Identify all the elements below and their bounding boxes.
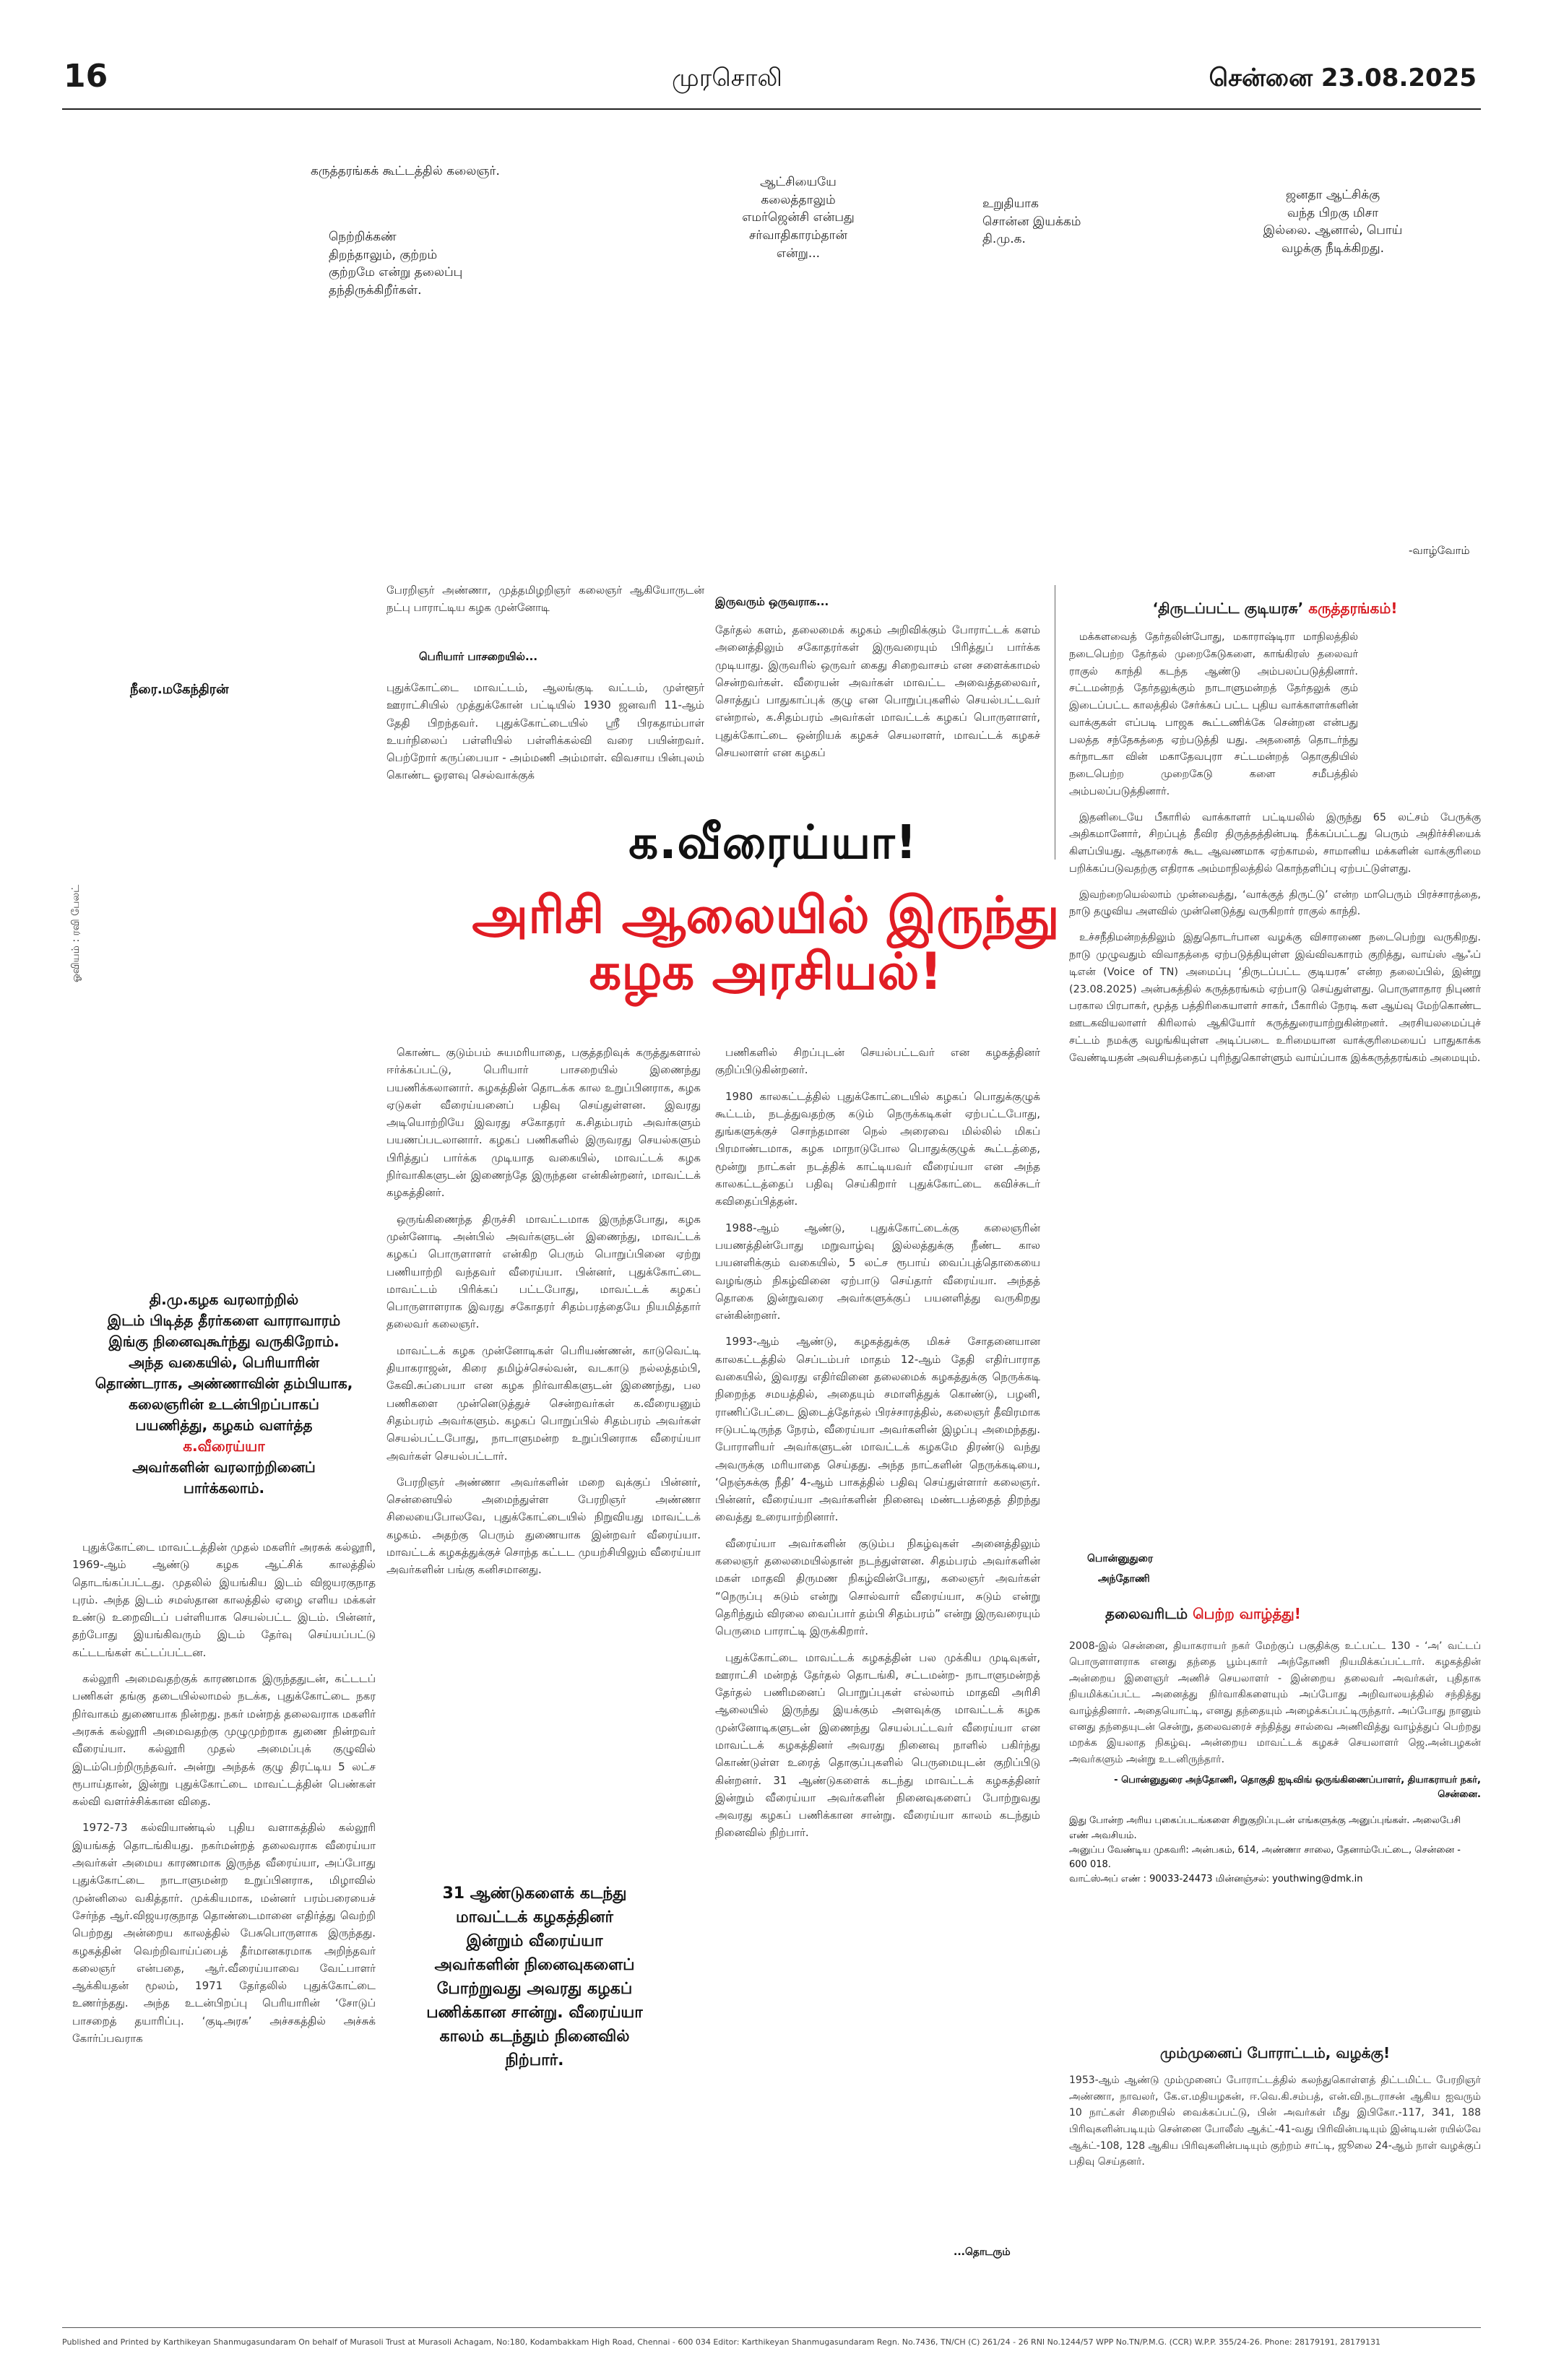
greeting-title-red: பெற்ற வாழ்த்து!: [1193, 1605, 1301, 1622]
greeting-title: [1105, 1605, 1301, 1624]
history-title: மும்முனைப் போராட்டம், வழக்கு!: [1159, 2044, 1391, 2061]
photo-caption-4: உறுதியாக சொன்ன இயக்கம் தி.மு.க.: [982, 196, 1081, 247]
intro-line: இங்கு நினைவுகூர்ந்து வருகிறோம்.: [108, 1333, 340, 1350]
subheadline-block: [462, 887, 1069, 1000]
header-rule: [62, 108, 1481, 110]
imprint-line: Published and Printed by Karthikeyan Shanmugasundaram On behalf of Murasoli Trust at Murasoli Achagam, No:180, Kodambakkam High Road, Chennai - 600 034 Editor: Karthikeyan Shanmugasundaram Regn. No.7436, TN/CH (C) 261/24 - 26 RNI No.1244/57 WPP No.TN/P.M.G. (CCR) W.P.P. 355/24-26. Phone: 28179191, 28179131: [62, 2337, 1381, 2347]
pull-quote: 31 ஆண்டுகளைக் கடந்து மாவட்டக் கழகத்தினர் இன்றும் வீரைய்யா அவர்களின் நினைவுகளைப் போற்றுவது அவரது கழகப் பணிக்கான சான்று. வீரைய்யா காலம் கடந்தும் நினைவில் நிற்பார்.: [426, 1884, 643, 2069]
col1-para-4: 1972-73 கல்வியாண்டில் புதிய வளாகத்தில் கல்லூரி இயங்கத் தொடங்கியது. நகர்மன்றத் தலைவராக வீரைய்யா அவர்கள் அமைய காரணமாக இருந்த வீரைய்யா, அப்போது புதுக்கோட்டை நாடாளுமன்ற உறுப்பினராக, மிழாவில் முன்னிலை வகித்தார். முக்கியமாக, மன்னர் பரம்பரையைச் சேர்ந்த ஆர்.விஜயரகுநாத தொண்டைமானை எதிர்த்து வெற்றி பெற்றது அன்றைய காலத்தில் பேசுபொருளாக இருந்தது. கழகத்தின் வெற்றிவாய்ப்பைத் தீர்மானகரமாக அறிந்தவர் கலைஞர் என்பதை, ஆர்.வீரைய்யாவை வேட்பாளர் ஆக்கியதன் மூலம், 1971 தேர்தலில் புதுக்கோட்டை உணர்ந்தது. அந்த உடன்பிறப்பு பெரியாரின் ‘சோடுப் பாசறைத் தயாரிப்பு. ‘குடிஅரசு’ அச்சகத்தில் அச்சுக் கோர்ப்பவராக: [72, 1821, 376, 2046]
seminar-title-red: கருத்தரங்கம்!: [1308, 600, 1398, 617]
masthead-title: முரசொலி: [672, 64, 782, 92]
greeting-name-2: அந்தோணி: [1098, 1573, 1150, 1585]
seminar-body: [1069, 629, 1481, 1067]
col2-para-1: தேர்தல் களம், தலைமைக் கழகம் அறிவிக்கும் போராட்டக் களம் அனைத்திலும் சகோதரர்கள் இருவரையும் பிரித்துப் பார்க்க முடியாது. இருவரில் ஒருவர் கைது சிறைவாசம் என சளைக்காமல் சென்றவர்கள். வீரையன் அவர்கள் மாவட்ட அவைத்தலைவர், சொத்துப் பாதுகாப்புக் குழு என பொறுப்புகளில் செயல்பட்டவர் என்றால், க.சிதம்பரம் அவர்கள் மாவட்டக் கழகப் பொருளாளர், புதுக்கோட்டை ஒன்றியக் கழகச் செயலாளர், மாவட்டக் கழகச் செயலாளர் என கழகப்: [715, 623, 1040, 760]
signoff-vazhvom: -வாழ்வோம்: [1409, 544, 1470, 557]
col3-para-4: 1993-ஆம் ஆண்டு, கழகத்துக்கு மிகச் சோதனையான காலகட்டத்தில் செப்டம்பர் மாதம் 12-ஆம் தேதி எதிர்பாராத வகையில், இவரது எதிர்வினை தலைமைக் கழகத்துக்கு நெருக்கடி நிறைந்த சமயத்தில், அதையும் சமாளித்துக் கொண்டு, பழனி, ராணிப்பேட்டை இடைத்தேர்தல் பிரச்சாரத்தில், கலைஞர் தீவிரமாக ஈடுபட்டிருந்த நேரம், வீரைய்யா அவர்களின் இழப்பு அமைந்தது. போராளியர் அவர்களுடன் மாவட்டக் கழகமே திரண்டு வந்து அவருக்கு மரியாதை செய்தது. அந்த நாட்களின் நெருக்கடியை, ‘நெஞ்சுக்கு நீதி’ 4-ஆம் பாகத்தில் பதிவு செய்துள்ளார் கலைஞர். பின்னர், வீரைய்யா அவர்களின் நினைவு மண்டபத்தைத் திறந்து வைத்து உரையாற்றினார்.: [715, 1335, 1040, 1524]
greeting-box: [1069, 1638, 1481, 1887]
seminar-para-1: மக்களவைத் தேர்தலின்போது, மகாராஷ்டிரா மாநிலத்தில் நடைபெற்ற தேர்தல் முறைகேடுகளை, காங்கிரஸ் தலைவர் ராகுல் காந்தி கடந்த ஆண்டு அம்பலப்படுத்தினார். சட்டமன்றத் தேர்தலுக்கும் நாடாளுமன்றத் தேர்தலுக் கும் இடைப்பட்ட காலத்தில் சேர்க்கப் பட்ட புதிய வாக்காளர்களின் வாக்குகள் எப்படி பாஜக கூட்டணிக்கே சென்றன என்பது பலத்த சந்தேகத்தை ஏற்படுத்தி யது. அதனைத் தொடர்ந்து கர்நாடகா வின் மகாதேவபுரா சட்டமன்றத் தொகுதியில் நடைபெற்ற முறைகேடு களை சமீபத்தில் அம்பலப்படுத்தினார்.: [1069, 631, 1358, 797]
continued-marker: ...தொடரும்: [954, 2246, 1011, 2258]
submission-note-2: அனுப்ப வேண்டிய முகவரி: அன்பகம், 614, அண்ணா சாலை, தேனாம்பேட்டை, சென்னை - 600 018.: [1069, 1844, 1461, 1870]
page-number: 16: [64, 58, 108, 95]
intro-line: இடம் பிடித்த தீரர்களை வாராவாரம்: [107, 1312, 341, 1329]
col2-para-4: மாவட்டக் கழக முன்னோடிகள் பெரியண்ணன், காடுவெட்டி தியாகராஜன், கிரை தமிழ்ச்செல்வன், வடகாடு நல்லத்தம்பி, கேவி.சுப்பையா என கழக நிர்வாகிகளுடன் இணைந்து, பல பணிகளை முன்னெடுத்துச் சென்றவர்கள் க.வீரையனும் சிதம்பரம் அவர்களும். கழகப் பொறுப்பில் சிதம்பரம் அவர்கள் செயல்பட்டபோது, நாடாளுமன்ற உறுப்பினராக வீரைய்யா அவர்கள் செயல்பட்டார்.: [386, 1343, 701, 1463]
intro-line: அந்த வகையில், பெரியாரின்: [129, 1354, 319, 1371]
col3-para-2: 1980 காலகட்டத்தில் புதுக்கோட்டையில் கழகப் பொதுக்குழுக் கூட்டம், நடத்துவதற்கு கடும் நெருக்கடிகள் ஏற்பட்டபோது, துங்களுக்குச் சொந்தமான நெல் அரைவை மில்லில் மிகப் பிரமாண்டமாக, கழக மாநாடுபோல பொதுக்குழுக் கூட்டத்தை, மூன்று நாட்கள் நடத்திக் காட்டியவர் வீரைய்யா என அந்த காலகட்டத்தைப் பதிவு செய்கிறார் புதுக்கோட்டை கவிச்சுடர் கவிதைப்பித்தன்.: [715, 1089, 1040, 1208]
submission-note-1: இது போன்ற அரிய புகைப்படங்களை சிறுகுறிப்புடன் எங்களுக்கு அனுப்புங்கள். அலைபேசி எண் அவசியம்.: [1069, 1815, 1461, 1841]
intro-name: க.வீரைய்யா: [183, 1437, 265, 1455]
col1-para-3: கல்லூரி அமைவதற்குக் காரணமாக இருந்ததுடன், கட்டடப் பணிகள் தங்கு தடையில்லாமல் நடக்க, புதுக்கோட்டை நகர நிர்வாகம் துணையாக நின்றது. நகர் மன்றத் தலைவராக மகளிர் அரசுக் கல்லூரி அமைவதற்கு முழுமுற்றாக துணை நின்றவர் வீரைய்யா. கல்லூரி முதல் அமைப்புக் குழுவில் இடம்பெற்றிருந்தவர். அன்று அந்தக் குழு திரட்டிய 5 லட்ச ரூபாய்தான், இன்று புதுக்கோட்டை மாவட்டத்தின் பெண்கள் கல்வி வளர்ச்சிக்கான விதை.: [72, 1672, 376, 1809]
submission-note-3: வாட்ஸ்அப் எண் : 90033-24473 மின்னஞ்சல்: youthwing@dmk.in: [1069, 1873, 1363, 1884]
intro-line: தொண்டராக, அண்ணாவின் தம்பியாக,: [95, 1375, 353, 1392]
col1-top-text: பேரறிஞர் அண்ணா, முத்தமிழறிஞர் கலைஞர் ஆகியோருடன் நட்பு பாராட்டிய கழக முன்னோடி: [386, 584, 704, 615]
col2-para-5: பேரறிஞர் அண்ணா அவர்களின் மறை வுக்குப் பின்னர், சென்னையில் அமைந்துள்ள பேரறிஞர் அண்ணா சிலையைபோலவே, புதுக்கோட்டையில் நிறுவியது மாவட்டக் கழகம். அதற்கு பெரும் துணையாக இன்றவர் வீரைய்யா. மாவட்டக் கழகத்துக்குச் சொந்த கட்டட முயற்சியிலும் வீரைய்யா அவர்களின் பங்கு கனிசமானது.: [386, 1475, 701, 1577]
intro-line: அவர்களின் வரலாற்றினைப்: [132, 1458, 316, 1476]
col3-para-5: வீரைய்யா அவர்களின் குடும்ப நிகழ்வுகள் அனைத்திலும் கலைஞர் தலைமையில்தான் நடந்துள்ளன. சிதம்பரம் அவர்களின் மகள் மாதவி திருமண நிகழ்வின்போது, கலைஞர் அவர்கள் “நெருப்பு சுடும் என்று சொல்வார் வீரைய்யா, சுடும் என்று தெரிந்தும் விரலை வைப்பார் தம்பி சிதம்பரம்” என்று இருவரையும் பெருமை பாராட்டி இருக்கிறார்.: [715, 1536, 1040, 1638]
dateline: சென்னை 23.08.2025: [1209, 64, 1477, 92]
subheadline-line-2: கழக அரசியல்!: [589, 942, 943, 1002]
col3-para-6: புதுக்கோட்டை மாவட்டக் கழகத்தின் பல முக்கிய முடிவுகள், ஊராட்சி மன்றத் தேர்தல் தொடங்கி, சட்டமன்ற- நாடாளுமன்றத் தேர்தல் பணிமனைப் பொறுப்புகள் எல்லாம் மாதவி அரிசி ஆலையில் இருந்து இயக்கும் அளவுக்கு மாவட்டக் கழக முன்னோடிகளுடன் இணைந்து செயல்பட்டவர் வீரைய்யா என மாவட்டக் கழகத்தினர் அவரது நினைவு நாளில் பகிர்ந்து கொண்டுள்ள உரைத் தொகுப்புகளில் பெருமையுடன் குறிப்பிடு கின்றனர். 31 ஆண்டுகளைக் கடந்து மாவட்டக் கழகத்தினர் இன்றும் வீரைய்யா அவர்களின் நினைவுகளைப் போற்றுவது அவரது கழகப் பணிக்கான சான்று. வீரைய்யா காலம் கடந்தும் நினைவில் நிற்பார்.: [715, 1650, 1040, 1840]
footer-rule: [62, 2327, 1481, 2328]
col1-para-1: புதுக்கோட்டை மாவட்டம், ஆலங்குடி வட்டம், முள்ளூர் ஊராட்சியில் முத்துக்கோன் பட்டியில் 1930 ஜனவரி 11-ஆம் தேதி பிறந்தவர். புதுக்கோட்டையில் ஸ்ரீ பிரகதாம்பாள் உயர்நிலைப் பள்ளியில் பள்ளிக்கல்வி வரை பயின்றவர். பெற்றோர் கருப்பையா - அம்மணி அம்மாள். விவசாய பின்புலம் கொண்ட ஓரளவு செல்வாக்குக்: [386, 681, 704, 782]
col2-lower: [386, 1044, 701, 1588]
history-box: [1069, 2044, 1481, 2171]
greeting-name-1: பொன்னுதுரை: [1087, 1553, 1154, 1565]
col1-lower: [72, 1539, 376, 2056]
subhead-iruvarum: இருவரும் ஒருவராக...: [715, 595, 829, 608]
intro-line: தி.மு.கழக வரலாற்றில்: [149, 1291, 299, 1308]
seminar-box: [1069, 600, 1481, 1076]
intro-blurb: [72, 1289, 376, 1499]
col3-para-1: பணிகளில் சிறப்புடன் செயல்பட்டவர் என கழகத்தினர் குறிப்பிடுகின்றனர்.: [715, 1046, 1040, 1077]
seminar-title: [1069, 600, 1481, 619]
subhead-periyar: பெரியார் பாசறையில்...: [419, 650, 538, 663]
intro-line: பயணித்து, கழகம் வளர்த்த: [135, 1416, 313, 1434]
col2-para-3: ஒருங்கிணைந்த திருச்சி மாவட்டமாக இருந்தபோது, கழக முன்னோடி அன்பில் அவர்களுடன் இணைந்து, மாவட்டக் கழகப் பொருளாளர் என்கிற பெரும் பொறுப்பினை ஏற்று பணியாற்றி வந்தவர் வீரைய்யா. பின்னர், புதுக்கோட்டை மாவட்டம் பிரிக்கப் பட்டபோது, மாவட்டக் கழகப் பொருளாளராக இவரது சகோதரர் சிதம்பரத்தையே நியமித்தார் தலைவர் கலைஞர்.: [386, 1212, 701, 1331]
col3-lower: [715, 1044, 1040, 1851]
illustrator-credit: ஓவியம் : ரவி பேலட்: [70, 884, 82, 982]
seminar-title-black: ‘திருடப்பட்ட குடியரசு’: [1152, 600, 1304, 617]
col3-para-3: 1988-ஆம் ஆண்டு, புதுக்கோட்டைக்கு கலைஞரின் பயணத்தின்போது மறுவாழ்வு இல்லத்துக்கு நீண்ட கால பயனளிக்கும் வகையில், 5 லட்ச ரூபாய் வைப்புத்தொகையை வழங்கும் நிகழ்வினை ஏற்பாடு செய்தார் வீரைய்யா. அந்தத் தொகை இன்றுவரை அவர்களுக்குப் பயனளித்து வருகிறது என்கின்றனர்.: [715, 1221, 1040, 1323]
greeting-signature: - பொன்னுதுரை அந்தோணி, தொகுதி ஐடிவிங் ஒருங்கிணைப்பாளர், தியாகராயர் நகர், சென்னை.: [1114, 1775, 1481, 1801]
photo-caption-2: நெற்றிக்கண் திறந்தாலும், குற்றம் குற்றமே என்று தலைப்பு தந்திருக்கிறீர்கள்.: [329, 230, 463, 298]
photo-caption-3: ஆட்சியையே கலைத்தாலும் எமர்ஜென்சி என்பது சர்வாதிகாரம்தான் என்று...: [742, 175, 855, 261]
col1-para-2: புதுக்கோட்டை மாவட்டத்தின் முதல் மகளிர் அரசுக் கல்லூரி, 1969-ஆம் ஆண்டு கழக ஆட்சிக் காலத்தில் தொடங்கப்பட்டது. முதலில் இயங்கிய இடம் விஜயரகுநாத புரம். அந்த இடம் சமஸ்தான காலத்தில் ஏழை எளிய மக்கள் உண்டு உறைவிடப் பள்ளியாக செயல்பட்ட இடம். பின்னர், தற்போது இயங்கிவரும் இடம் தேர்வு செய்யப்பட்டு கட்டடங்கள் கட்டப்பட்டன.: [72, 1541, 376, 1659]
history-body: 1953-ஆம் ஆண்டு மும்முனைப் போராட்டத்தில் கலந்துகொள்ளத் திட்டமிட்ட பேரறிஞர் அண்ணா, நாவலர், கே.எ.மதியழகன், ஈ.வெ.கி.சம்பத், என்.வி.நடராசன் ஆகிய ஐவரும் 10 நாட்கள் சிறையில் வைக்கப்பட்டு, பின் அவர்கள் மீது இபிகோ.-117, 341, 188 பிரிவுகளின்படியும் சென்னை போலீஸ் ஆக்ட்-41-வது பிரிவின்படியும் இன்டியன் ரயில்வே ஆக்ட்-108, 128 ஆகிய பிரிவுகளின்படியும் குற்றம் சாட்டி, ஜூலை 24-ஆம் நாள் வழக்குப் பதிவு செய்தனர்.: [1069, 2074, 1481, 2168]
seminar-para-4: உச்சநீதிமன்றத்திலும் இதுதொடர்பான வழக்கு விசாரணை நடைபெற்று வருகிறது. நாடு முழுவதும் விவாதத்தை ஏற்படுத்தியுள்ள இவ்விவகாரம் குறித்து, வாய்ஸ் ஆஃப் டிஎன் (Voice of TN) அமைப்பு ‘திருடப்பட்ட குடியரசு’ என்ற தலைப்பில், இன்று (23.08.2025) அன்பகத்தில் கருத்தரங்கம் ஏற்பாடு செய்துள்ளது. பொருளாதார நிபுணர் பரகால பிரபாகர், மூத்த பத்திரிகையாளர் சாகர், பீகாரில் நேரடி கள ஆய்வு மேற்கொண்ட ஊடகவியலாளர் கிரிலால் ஆகியோர் கருத்துரையாற்றுகின்றனர். அரசியலமைப்புச் சட்டம் நமக்கு வழங்கியுள்ள அடிப்படை உரிமையான வாக்குரிமையைப் பாதுகாக்க வேண்டியதன் அவசியத்தைப் புரிந்துகொள்ளும் வாய்ப்பாக இக்கருத்தரங்கம் அமையும்.: [1069, 932, 1481, 1064]
greeting-body: 2008-இல் சென்னை, தியாகராயர் நகர் மேற்குப் பகுதிக்கு உட்பட்ட 130 - ‘அ’ வட்டப் பொருளாளராக எனது தந்தை பூம்புகார் அந்தோணி நியமிக்கப்பட்டார். கழகத்தின் அன்றைய இளைஞர் அணிச் செயலாளர் - இன்றைய தலைவர் அவர்கள், புதிதாக நியமிக்கப்பட்ட அனைத்து நிர்வாகிகளையும் அப்போது அறிவாலயத்தில் சந்தித்து வாழ்த்தினார். அதையொட்டி, எனது தந்தையும் அழைக்கப்பட்டிருந்தார். அப்போது நானும் எனது தந்தையுடன் சென்று, தலைவரைச் சந்தித்து சால்வை அணிவித்து வாழ்த்துப் பெற்றது மறக்க இயலாத நிகழ்வு. அன்றைய மாவட்டக் கழகச் செயலாளர் ஜெ.அன்பழகன் அவர்களும் அன்று உடனிருந்தார்.: [1069, 1640, 1481, 1765]
seminar-para-3: இவற்றையெல்லாம் முன்வைத்து, ‘வாக்குத் திருட்டு’ என்ற மாபெரும் பிரச்சாரத்தை, நாடு தழுவிய அளவில் முன்னெடுத்து வருகிறார் ராகுல் காந்தி.: [1069, 888, 1481, 918]
subheadline-line-1: அரிசி ஆலையில் இருந்து: [472, 886, 1060, 945]
photo-caption-5: ஜனதா ஆட்சிக்கு வந்த பிறகு மிசா இல்லை. ஆனால், பொய் வழக்கு நீடிக்கிறது.: [1263, 188, 1403, 256]
col2-para-2: கொண்ட குடும்பம் சுயமரியாதை, பகுத்தறிவுக் கருத்துகளால் ஈர்க்கப்பட்டு, பெரியார் பாசறையில் இணைந்து பயணிக்கலானார். கழகத்தின் தொடக்க கால உறுப்பினராக, கழக ஏடுகள் வீரைய்யனைப் பதிவு செய்துள்ளன. இவரது அடியொற்றியே இவரது சகோதரர் க.சிதம்பரம் அவர்களும் பயணப்படலானார். கழகப் பணிகளில் இருவரது செயல்களும் பிரித்துப் பார்க்க முடியாத வகையில், மாவட்டக் கழக நிர்வாகிகளுடன் இணைந்தே இருந்தன என்கின்றனர், மாவட்டக் கழகத்தினர்.: [386, 1046, 701, 1200]
photo-caption-1: கருத்தரங்கக் கூட்டத்தில் கலைஞர்.: [311, 164, 500, 178]
seminar-para-2: இதனிடையே பீகாரில் வாக்காளர் பட்டியலில் இருந்து 65 லட்சம் பேருக்கு அதிகமானோர், சிறப்புத் தீவிர திருத்தத்தின்படி நீக்கப்பட்டது பெரும் அதிர்ச்சியைக் கிளப்பியது. ஆதாரைக் கூட ஆவணமாக ஏற்காமல், சாமானிய மக்களின் வாக்குரிமை பறிக்கப்படுவதற்கு எதிராக அம்மாநிலத்தில் கொந்தளிப்பு ஏற்பட்டுள்ளது.: [1069, 811, 1481, 875]
intro-line: பார்க்கலாம்.: [183, 1479, 265, 1497]
intro-line: கலைஞரின் உடன்பிறப்பாகப்: [129, 1395, 319, 1413]
greeting-title-black: தலைவரிடம்: [1105, 1605, 1188, 1622]
byline: நீரை.மகேந்திரன்: [130, 682, 229, 697]
headline: க.வீரைய்யா!: [628, 816, 917, 870]
